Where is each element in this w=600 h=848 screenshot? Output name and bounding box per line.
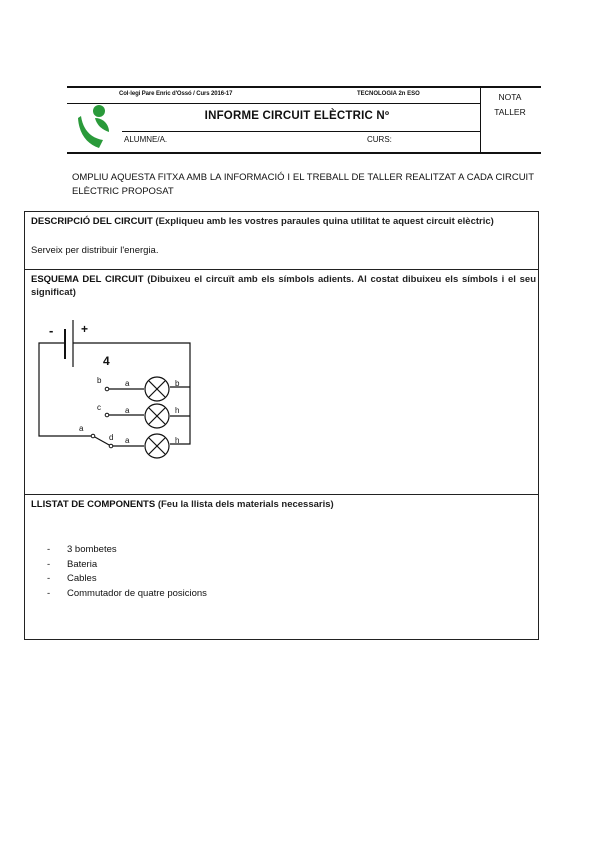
lamp3-in-label: a bbox=[125, 436, 130, 445]
form-header bbox=[67, 86, 541, 154]
contact-a-label: a bbox=[79, 424, 84, 433]
contact-b bbox=[105, 387, 109, 391]
lamp-2 bbox=[145, 404, 169, 428]
lamp2-in-label: a bbox=[125, 406, 130, 415]
contact-c-label: c bbox=[97, 403, 101, 412]
list-dash: - bbox=[47, 573, 51, 584]
lamp3-out-label: h bbox=[175, 436, 180, 445]
component-label: Bateria bbox=[67, 558, 98, 570]
description-instructions: (Expliqueu amb les vostres paraules quina utilitat te aquest circuit elèctric) bbox=[155, 216, 494, 227]
component-label: Commutador de quatre posicions bbox=[67, 587, 207, 599]
lamp1-out-label: b bbox=[175, 379, 180, 388]
schema-section bbox=[25, 270, 538, 495]
header-rule-2 bbox=[122, 131, 480, 132]
schema-heading bbox=[31, 273, 536, 299]
page-title: INFORME CIRCUIT ELÈCTRIC Nº bbox=[204, 110, 390, 122]
components-instructions: (Feu la llista dels materials necessaris) bbox=[157, 499, 334, 510]
list-dash: - bbox=[47, 544, 51, 555]
contact-b-label: b bbox=[97, 376, 102, 385]
description-heading bbox=[31, 215, 536, 228]
components-list bbox=[47, 543, 207, 601]
wire-to-switch bbox=[39, 387, 93, 436]
workshop-label: TALLER bbox=[494, 107, 526, 117]
list-dash: - bbox=[47, 558, 51, 570]
components-title: LLISTAT DE COMPONENTS bbox=[31, 499, 156, 510]
header-rule-1 bbox=[67, 103, 480, 104]
battery-minus-label: - bbox=[49, 323, 54, 338]
description-answer: Serveix per distribuir l'energia. bbox=[31, 245, 159, 256]
list-item bbox=[47, 558, 207, 573]
wire-left bbox=[39, 343, 65, 387]
school-logo-icon bbox=[77, 104, 121, 150]
description-section bbox=[25, 212, 538, 270]
contact-d-label: d bbox=[109, 433, 114, 442]
list-item bbox=[47, 572, 207, 587]
switch-positions-label: 4 bbox=[103, 354, 110, 368]
list-dash: - bbox=[47, 587, 51, 599]
grade-label: NOTA bbox=[498, 92, 522, 102]
components-section bbox=[25, 495, 538, 640]
lamp1-in-label: a bbox=[125, 379, 130, 388]
subject-label: TECNOLOGIA 2n ESO bbox=[357, 91, 420, 97]
grade-box bbox=[482, 90, 538, 120]
schema-instructions: (Dibuixeu el circuït amb els símbols adients. Al costat dibuixeu els símbols i el seu significat) bbox=[31, 274, 536, 298]
list-item bbox=[47, 543, 207, 558]
schema-title: ESQUEMA DEL CIRCUIT bbox=[31, 274, 144, 285]
report-table bbox=[24, 211, 539, 640]
contact-c bbox=[105, 413, 109, 417]
description-title: DESCRIPCIÓ DEL CIRCUIT bbox=[31, 216, 153, 227]
header-top-rule bbox=[67, 86, 541, 88]
student-label: ALUMNE/A. bbox=[124, 135, 168, 144]
header-divider bbox=[480, 86, 481, 154]
contact-a bbox=[91, 434, 95, 438]
list-item bbox=[47, 587, 207, 602]
component-label: 3 bombetes bbox=[67, 544, 117, 555]
header-bottom-rule bbox=[67, 152, 541, 154]
contact-d bbox=[109, 444, 113, 448]
school-name: Col·legi Pare Enric d'Ossó / Curs 2016-17 bbox=[119, 91, 233, 97]
lamp-3 bbox=[145, 434, 169, 458]
circuit-diagram bbox=[35, 315, 200, 480]
lamp2-out-label: h bbox=[175, 406, 180, 415]
battery-plus-label: + bbox=[81, 322, 89, 336]
component-label: Cables bbox=[67, 573, 97, 584]
components-heading bbox=[31, 498, 536, 511]
intro-text: OMPLIU AQUESTA FITXA AMB LA INFORMACIÓ I EL TREBALL DE TALLER REALITZAT A CADA CIRCUIT ELÈCTRIC PROPOSAT bbox=[72, 172, 534, 197]
course-label: CURS: bbox=[367, 135, 392, 144]
wire-top-right bbox=[73, 343, 190, 444]
lamp-1 bbox=[145, 377, 169, 401]
